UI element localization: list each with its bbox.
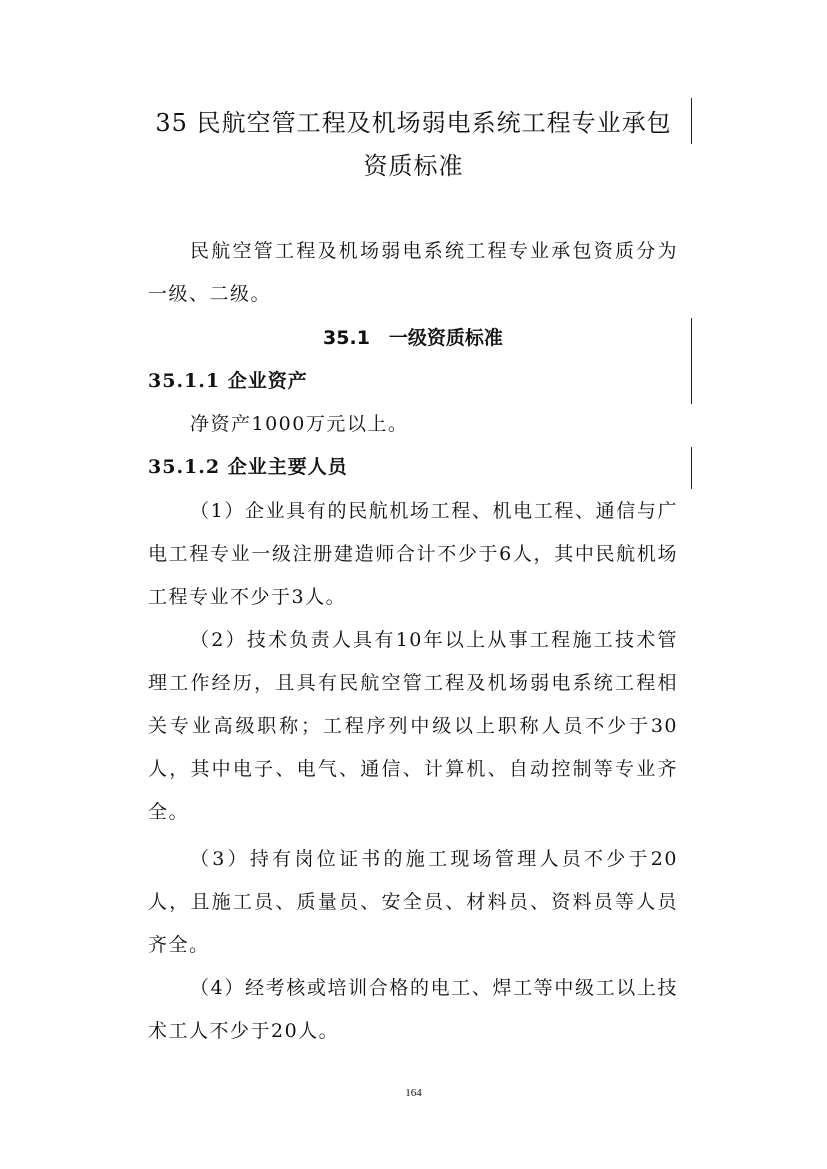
revision-bar-section xyxy=(691,318,692,404)
page-title-line-1: 35 民航空管工程及机场弱电系统工程专业承包 xyxy=(155,109,672,137)
intro-paragraph: 民航空管工程及机场弱电系统工程专业承包资质分为一级、二级。 xyxy=(148,240,678,305)
personnel-item-3: （3）持有岗位证书的施工现场管理人员不少于20人，且施工员、质量员、安全员、材料员、资料员等人员齐全。 xyxy=(148,848,678,956)
personnel-item-1: （1）企业具有的民航机场工程、机电工程、通信与广电工程专业一级注册建造师合计不少于6人，其中民航机场工程专业不少于3人。 xyxy=(148,500,678,608)
assets-paragraph: 净资产1000万元以上。 xyxy=(190,413,409,435)
page-title-line-2: 资质标准 xyxy=(363,152,464,180)
section-heading: 35.1 一级资质标准 xyxy=(323,327,503,349)
subsection-heading-assets: 35.1.1 企业资产 xyxy=(148,370,308,392)
revision-bar-personnel xyxy=(691,447,692,489)
page-number: 164 xyxy=(405,1087,422,1099)
subsection-heading-personnel: 35.1.2 企业主要人员 xyxy=(148,456,348,478)
personnel-item-2: （2）技术负责人具有10年以上从事工程施工技术管理工作经历，且具有民航空管工程及机场弱电系统工程相关专业高级职称；工程序列中级以上职称人员不少于30人，其中电子、电气、通信、计算机、自动控制等专业齐全。 xyxy=(148,629,678,823)
personnel-item-4: （4）经考核或培训合格的电工、焊工等中级工以上技术工人不少于20人。 xyxy=(148,977,678,1042)
revision-bar-title xyxy=(691,98,692,144)
